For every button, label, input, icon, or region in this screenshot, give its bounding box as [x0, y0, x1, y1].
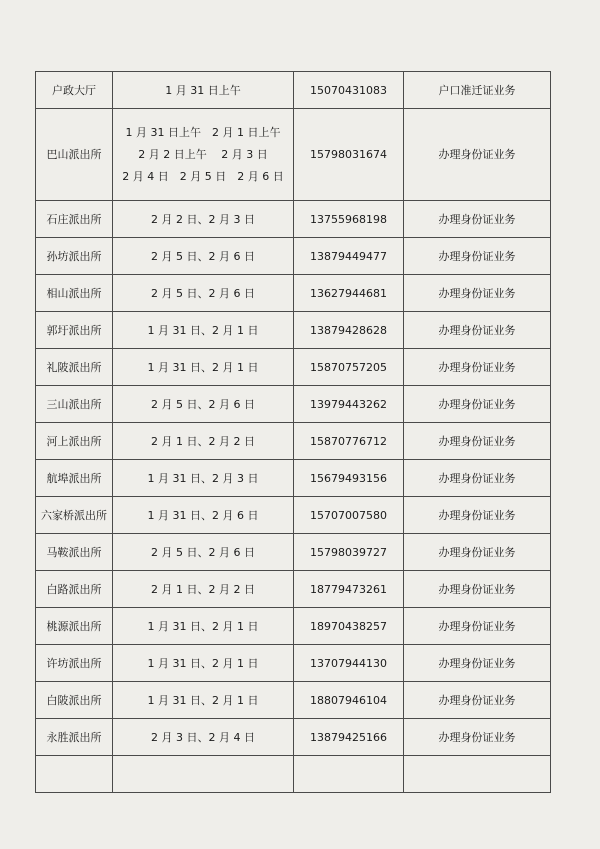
business-type-cell: 办理身份证业务: [404, 109, 551, 201]
table-row: [36, 423, 551, 460]
table-row: [36, 645, 551, 682]
business-type-cell: 户口准迁证业务: [404, 72, 551, 109]
service-date-cell: 1 月 31 日、2 月 1 日: [113, 312, 294, 349]
business-type-cell: 办理身份证业务: [404, 238, 551, 275]
service-date-cell: 2 月 1 日、2 月 2 日: [113, 571, 294, 608]
unit-name-cell: 航埠派出所: [36, 460, 113, 497]
table-row: [36, 534, 551, 571]
table-row: [36, 109, 551, 201]
unit-name-cell: 马鞍派出所: [36, 534, 113, 571]
table-row: [36, 238, 551, 275]
table-row: [36, 756, 551, 793]
table-row: [36, 386, 551, 423]
phone-number-cell: 18970438257: [294, 608, 404, 645]
business-type-cell: [404, 756, 551, 793]
business-type-cell: 办理身份证业务: [404, 386, 551, 423]
service-date-cell: 1 月 31 日、2 月 1 日: [113, 682, 294, 719]
phone-number-cell: 15870776712: [294, 423, 404, 460]
service-date-lines: [113, 127, 293, 182]
service-date-line: 2 月 2 日上午 2 月 3 日: [138, 148, 268, 161]
unit-name-cell: 石庄派出所: [36, 201, 113, 238]
table-row: [36, 349, 551, 386]
unit-name-cell: 三山派出所: [36, 386, 113, 423]
service-date-cell: 1 月 31 日上午: [113, 72, 294, 109]
service-date-line: 1 月 31 日上午 2 月 1 日上午: [125, 126, 281, 139]
unit-name-cell: 巴山派出所: [36, 109, 113, 201]
table-row: [36, 201, 551, 238]
table-row: [36, 275, 551, 312]
phone-number-cell: 13707944130: [294, 645, 404, 682]
table-row: [36, 719, 551, 756]
service-date-cell: 1 月 31 日、2 月 1 日: [113, 645, 294, 682]
phone-number-cell: 13627944681: [294, 275, 404, 312]
unit-name-cell: 桃源派出所: [36, 608, 113, 645]
unit-name-cell: 礼陂派出所: [36, 349, 113, 386]
unit-name-cell: [36, 756, 113, 793]
business-type-cell: 办理身份证业务: [404, 312, 551, 349]
phone-number-cell: 13979443262: [294, 386, 404, 423]
service-date-cell: 2 月 5 日、2 月 6 日: [113, 275, 294, 312]
business-type-cell: 办理身份证业务: [404, 497, 551, 534]
service-date-cell: 1 月 31 日、2 月 6 日: [113, 497, 294, 534]
business-type-cell: 办理身份证业务: [404, 608, 551, 645]
phone-number-cell: 15870757205: [294, 349, 404, 386]
business-type-cell: 办理身份证业务: [404, 201, 551, 238]
unit-name-cell: 白陂派出所: [36, 682, 113, 719]
business-type-cell: 办理身份证业务: [404, 423, 551, 460]
phone-number-cell: 15798031674: [294, 109, 404, 201]
phone-number-cell: 13755968198: [294, 201, 404, 238]
unit-name-cell: 六家桥派出所: [36, 497, 113, 534]
service-date-cell: 2 月 3 日、2 月 4 日: [113, 719, 294, 756]
phone-number-cell: [294, 756, 404, 793]
business-type-cell: 办理身份证业务: [404, 349, 551, 386]
table-row: [36, 608, 551, 645]
service-date-cell: 1 月 31 日、2 月 1 日: [113, 349, 294, 386]
business-type-cell: 办理身份证业务: [404, 645, 551, 682]
unit-name-cell: 许坊派出所: [36, 645, 113, 682]
service-date-cell: 2 月 1 日、2 月 2 日: [113, 423, 294, 460]
service-schedule-table: [35, 71, 551, 793]
unit-name-cell: 相山派出所: [36, 275, 113, 312]
table-row: [36, 497, 551, 534]
business-type-cell: 办理身份证业务: [404, 534, 551, 571]
service-date-line: 2 月 4 日 2 月 5 日 2 月 6 日: [122, 170, 284, 183]
business-type-cell: 办理身份证业务: [404, 571, 551, 608]
phone-number-cell: 15707007580: [294, 497, 404, 534]
table-row: [36, 571, 551, 608]
unit-name-cell: 郭圩派出所: [36, 312, 113, 349]
phone-number-cell: 15798039727: [294, 534, 404, 571]
service-date-cell: [113, 109, 294, 201]
service-date-cell: 2 月 2 日、2 月 3 日: [113, 201, 294, 238]
service-date-cell: 2 月 5 日、2 月 6 日: [113, 534, 294, 571]
unit-name-cell: 孙坊派出所: [36, 238, 113, 275]
service-date-cell: 2 月 5 日、2 月 6 日: [113, 238, 294, 275]
unit-name-cell: 永胜派出所: [36, 719, 113, 756]
service-date-cell: 1 月 31 日、2 月 3 日: [113, 460, 294, 497]
phone-number-cell: 13879425166: [294, 719, 404, 756]
service-date-cell: 2 月 5 日、2 月 6 日: [113, 386, 294, 423]
table-row: [36, 682, 551, 719]
business-type-cell: 办理身份证业务: [404, 682, 551, 719]
table-row: [36, 312, 551, 349]
phone-number-cell: 18807946104: [294, 682, 404, 719]
business-type-cell: 办理身份证业务: [404, 460, 551, 497]
business-type-cell: 办理身份证业务: [404, 719, 551, 756]
phone-number-cell: 18779473261: [294, 571, 404, 608]
phone-number-cell: 13879449477: [294, 238, 404, 275]
unit-name-cell: 河上派出所: [36, 423, 113, 460]
phone-number-cell: 15070431083: [294, 72, 404, 109]
unit-name-cell: 白路派出所: [36, 571, 113, 608]
table-row: [36, 72, 551, 109]
table-row: [36, 460, 551, 497]
business-type-cell: 办理身份证业务: [404, 275, 551, 312]
unit-name-cell: 户政大厅: [36, 72, 113, 109]
service-date-cell: [113, 756, 294, 793]
service-date-cell: 1 月 31 日、2 月 1 日: [113, 608, 294, 645]
phone-number-cell: 15679493156: [294, 460, 404, 497]
phone-number-cell: 13879428628: [294, 312, 404, 349]
